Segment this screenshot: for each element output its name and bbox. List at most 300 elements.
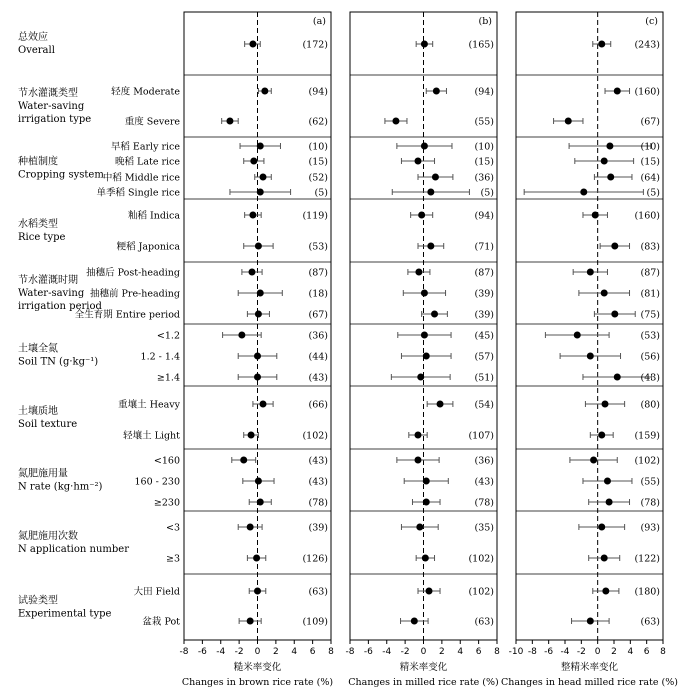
group-5 <box>18 331 660 384</box>
estimate-point <box>421 41 428 48</box>
estimate-c <box>605 87 660 98</box>
panel-letter: (a) <box>312 16 326 27</box>
estimate-a <box>238 289 328 300</box>
x-tick-label: -2 <box>400 647 410 657</box>
group-0 <box>18 30 660 56</box>
estimate-point <box>574 332 581 339</box>
estimate-b <box>401 617 494 628</box>
sample-size-label: (56) <box>640 351 660 363</box>
panel-letter: (b) <box>478 16 492 27</box>
sample-size-label: (39) <box>474 309 494 321</box>
estimate-c <box>593 40 660 51</box>
x-tick-label: -2 <box>576 647 586 657</box>
group-title-en: Cropping system <box>18 169 104 181</box>
x-axis-label-zh: 精米率变化 <box>399 662 448 673</box>
estimate-a <box>223 331 328 342</box>
sample-size-label: (44) <box>308 351 328 363</box>
estimate-c <box>554 117 660 128</box>
estimate-point <box>601 555 608 562</box>
sample-size-label: (67) <box>308 309 328 321</box>
estimate-point <box>254 588 261 595</box>
estimate-point <box>423 478 430 485</box>
row-label: 重度 Severe <box>124 116 180 128</box>
estimate-a <box>253 400 328 411</box>
estimate-point <box>426 588 433 595</box>
estimate-a <box>247 310 328 321</box>
estimate-c <box>594 173 660 184</box>
row-label: 160 - 230 <box>134 476 180 488</box>
estimate-a <box>244 157 328 168</box>
sample-size-label: (53) <box>308 241 328 253</box>
sample-size-label: (87) <box>308 267 328 279</box>
estimate-point <box>257 189 264 196</box>
group-title-zh: 总效应 <box>18 32 48 43</box>
estimate-point <box>432 174 439 181</box>
estimate-c <box>545 331 660 342</box>
estimate-b <box>392 188 494 199</box>
row-label: 单季稻 Single rice <box>96 187 180 199</box>
x-tick-label: 2 <box>439 647 445 657</box>
estimate-b <box>401 157 494 168</box>
sample-size-label: (10) <box>640 141 660 153</box>
row-label: 轻度 Moderate <box>111 86 180 98</box>
x-tick-label: 2 <box>611 647 617 657</box>
group-title-en: Rice type <box>18 232 66 243</box>
x-tick-label: 6 <box>643 647 650 657</box>
estimate-point <box>418 212 425 219</box>
estimate-c <box>593 587 660 598</box>
x-tick-label: 4 <box>291 647 298 657</box>
sample-size-label: (10) <box>474 141 494 153</box>
estimate-point <box>433 88 440 95</box>
estimate-point <box>255 311 262 318</box>
estimate-a <box>258 87 328 98</box>
row-label: 中稻 Middle rice <box>102 172 180 184</box>
x-tick-label: -8 <box>527 647 537 657</box>
estimate-b <box>408 268 494 279</box>
estimate-a <box>230 188 328 199</box>
estimate-point <box>611 243 618 250</box>
sample-size-label: (55) <box>474 116 494 128</box>
group-title-en: Soil TN (g·kg⁻¹) <box>18 356 99 368</box>
sample-size-label: (126) <box>302 553 328 565</box>
estimate-point <box>423 499 430 506</box>
row-label: ≥3 <box>165 553 180 565</box>
group-title-zh: 氮肥施用量 <box>18 468 68 480</box>
estimate-b <box>391 373 494 384</box>
estimate-point <box>260 401 267 408</box>
estimate-c <box>583 211 660 222</box>
estimate-b <box>398 331 494 342</box>
estimate-point <box>247 524 254 531</box>
row-label: ≥230 <box>153 497 180 509</box>
estimate-c <box>600 242 660 253</box>
estimate-point <box>226 118 233 125</box>
group-title-en: N application number <box>18 544 129 555</box>
estimate-point <box>587 353 594 360</box>
estimate-b <box>418 242 494 253</box>
estimate-point <box>598 524 605 531</box>
estimate-point <box>417 374 424 381</box>
sample-size-label: (5) <box>314 187 328 199</box>
row-label: <160 <box>153 455 180 467</box>
estimate-point <box>614 88 621 95</box>
sample-size-label: (243) <box>634 39 660 51</box>
estimate-point <box>565 118 572 125</box>
sample-size-label: (15) <box>474 156 494 168</box>
x-tick-label: -10 <box>508 647 524 657</box>
x-tick-label: 4 <box>627 647 634 657</box>
sample-size-label: (66) <box>308 399 328 411</box>
estimate-point <box>604 478 611 485</box>
sample-size-label: (39) <box>474 288 494 300</box>
estimate-point <box>416 524 423 531</box>
x-tick-label: -8 <box>179 647 189 657</box>
estimate-b <box>427 400 494 411</box>
estimate-point <box>587 618 594 625</box>
sample-size-label: (78) <box>640 497 660 509</box>
row-label: 早稻 Early rice <box>110 141 180 153</box>
sample-size-label: (43) <box>308 372 328 384</box>
group-2 <box>18 142 660 199</box>
estimate-a <box>239 617 328 628</box>
estimate-a <box>249 498 328 509</box>
x-axis-label-en: Changes in brown rice rate (%) <box>181 677 334 688</box>
row-label: 重壤土 Heavy <box>118 399 180 411</box>
estimate-point <box>580 189 587 196</box>
sample-size-label: (119) <box>302 210 328 222</box>
estimate-a <box>247 554 328 565</box>
estimate-point <box>421 332 428 339</box>
group-1 <box>18 86 660 128</box>
sample-size-label: (45) <box>474 330 494 342</box>
estimate-point <box>249 41 256 48</box>
estimate-point <box>240 457 247 464</box>
sample-size-label: (51) <box>474 372 494 384</box>
estimate-point <box>421 290 428 297</box>
estimate-a <box>232 456 328 467</box>
row-label: 粳稻 Japonica <box>116 241 180 253</box>
estimate-a <box>249 587 328 598</box>
sample-size-label: (102) <box>634 455 660 467</box>
estimate-point <box>422 555 429 562</box>
group-title-zh: 氮肥施用次数 <box>18 531 78 542</box>
sample-size-label: (172) <box>302 39 328 51</box>
estimate-point <box>587 269 594 276</box>
row-label: 籼稻 Indica <box>128 210 180 222</box>
sample-size-label: (63) <box>308 586 328 598</box>
sample-size-label: (18) <box>308 288 328 300</box>
sample-size-label: (5) <box>480 187 494 199</box>
sample-size-label: (102) <box>468 586 494 598</box>
estimate-point <box>427 189 434 196</box>
sample-size-label: (159) <box>634 430 660 442</box>
sample-size-label: (160) <box>634 210 660 222</box>
group-6 <box>18 399 660 442</box>
estimate-point <box>606 499 613 506</box>
x-tick-label: -6 <box>544 647 554 657</box>
estimate-a <box>243 477 328 488</box>
estimate-a <box>238 352 328 363</box>
estimate-point <box>255 478 262 485</box>
sample-size-label: (43) <box>308 476 328 488</box>
sample-size-label: (71) <box>474 241 494 253</box>
estimate-a <box>242 268 328 279</box>
x-axis-label-en: Changes in head milled rice rate (%) <box>501 677 678 688</box>
estimate-c <box>579 289 660 300</box>
sample-size-label: (10) <box>308 141 328 153</box>
estimate-c <box>573 268 660 279</box>
x-tick-label: 8 <box>328 647 334 657</box>
estimate-point <box>238 332 245 339</box>
sample-size-label: (80) <box>640 399 660 411</box>
sample-size-label: (122) <box>634 553 660 565</box>
sample-size-label: (54) <box>474 399 494 411</box>
sample-size-label: (102) <box>302 430 328 442</box>
estimate-b <box>409 431 494 442</box>
x-tick-label: 6 <box>309 647 316 657</box>
row-label: 1.2 - 1.4 <box>140 351 180 363</box>
row-label: <3 <box>165 522 180 534</box>
group-title-zh: 土壤质地 <box>18 406 58 417</box>
estimate-c <box>575 157 660 168</box>
estimate-point <box>601 158 608 165</box>
estimate-point <box>592 212 599 219</box>
row-label: 全生育期 Entire period <box>74 309 180 321</box>
estimate-c <box>594 310 660 321</box>
group-title-zh: 土壤全氮 <box>18 343 58 355</box>
sample-size-label: (81) <box>640 288 660 300</box>
estimate-point <box>253 555 260 562</box>
estimate-point <box>590 457 597 464</box>
sample-size-label: (94) <box>308 86 328 98</box>
estimate-b <box>416 40 494 51</box>
sample-size-label: (5) <box>646 187 660 199</box>
estimate-point <box>255 243 262 250</box>
x-tick-label: -6 <box>363 647 373 657</box>
sample-size-label: (36) <box>474 455 494 467</box>
row-label: 晚稻 Late rice <box>115 156 180 168</box>
group-8 <box>18 523 660 565</box>
sample-size-label: (78) <box>308 497 328 509</box>
sample-size-label: (75) <box>640 309 660 321</box>
estimate-point <box>254 374 261 381</box>
row-label: 大田 Field <box>133 586 180 598</box>
sample-size-label: (39) <box>308 522 328 534</box>
estimate-b <box>422 310 494 321</box>
group-title-en: Water-saving <box>18 101 85 112</box>
estimate-c <box>560 352 660 363</box>
group-title-en: Soil texture <box>18 419 78 430</box>
sample-size-label: (165) <box>468 39 494 51</box>
group-7 <box>18 456 660 509</box>
estimate-point <box>607 174 614 181</box>
estimate-b <box>401 352 494 363</box>
estimate-point <box>248 269 255 276</box>
row-label: 轻壤土 Light <box>123 430 180 442</box>
estimate-b <box>418 587 494 598</box>
estimate-point <box>249 212 256 219</box>
estimate-point <box>414 432 421 439</box>
estimate-a <box>244 431 328 442</box>
estimate-b <box>403 289 494 300</box>
row-label: 盆栽 Pot <box>142 616 180 628</box>
estimate-a <box>238 373 328 384</box>
sample-size-label: (62) <box>308 116 328 128</box>
estimate-point <box>427 243 434 250</box>
estimate-c <box>569 142 660 153</box>
sample-size-label: (43) <box>308 455 328 467</box>
estimate-point <box>602 401 609 408</box>
group-9 <box>18 586 660 628</box>
estimate-point <box>414 457 421 464</box>
x-tick-label: 2 <box>273 647 279 657</box>
estimate-point <box>247 618 254 625</box>
sample-size-label: (102) <box>468 553 494 565</box>
sample-size-label: (36) <box>308 330 328 342</box>
panel-frame <box>516 12 663 640</box>
estimate-b <box>426 87 494 98</box>
estimate-point <box>601 290 608 297</box>
sample-size-label: (43) <box>474 476 494 488</box>
estimate-a <box>255 173 328 184</box>
estimate-point <box>611 311 618 318</box>
estimate-c <box>583 477 660 488</box>
x-tick-label: 8 <box>660 647 666 657</box>
sample-size-label: (83) <box>640 241 660 253</box>
estimate-point <box>257 499 264 506</box>
sample-size-label: (107) <box>468 430 494 442</box>
group-title-zh: 种植制度 <box>18 156 58 168</box>
estimate-b <box>418 173 494 184</box>
group-title-en: irrigation period <box>18 301 102 312</box>
estimate-b <box>397 142 494 153</box>
group-title-en: Experimental type <box>18 608 112 620</box>
estimate-point <box>431 311 438 318</box>
x-tick-label: -2 <box>234 647 244 657</box>
sample-size-label: (52) <box>308 172 328 184</box>
estimate-point <box>250 158 257 165</box>
estimate-point <box>257 143 264 150</box>
x-tick-label: 8 <box>494 647 500 657</box>
estimate-point <box>254 353 261 360</box>
x-tick-label: -4 <box>560 647 570 657</box>
x-tick-label: 0 <box>594 647 601 657</box>
estimate-c <box>570 456 660 467</box>
sample-size-label: (67) <box>640 116 660 128</box>
estimate-point <box>261 88 268 95</box>
row-label: 抽穗前 Pre-heading <box>89 288 180 300</box>
estimate-point <box>260 174 267 181</box>
sample-size-label: (15) <box>308 156 328 168</box>
estimate-point <box>437 401 444 408</box>
sample-size-label: (63) <box>474 616 494 628</box>
sample-size-label: (78) <box>474 497 494 509</box>
sample-size-label: (43) <box>640 372 660 384</box>
group-title-zh: 节水灌溉类型 <box>18 88 78 99</box>
estimate-b <box>411 211 494 222</box>
estimate-point <box>411 618 418 625</box>
estimate-a <box>238 523 328 534</box>
x-tick-label: -8 <box>345 647 355 657</box>
estimate-point <box>392 118 399 125</box>
estimate-c <box>585 400 660 411</box>
estimate-a <box>240 142 328 153</box>
row-label: ≥1.4 <box>156 372 180 384</box>
sample-size-label: (55) <box>640 476 660 488</box>
estimate-b <box>412 498 494 509</box>
x-tick-label: 4 <box>457 647 464 657</box>
sample-size-label: (94) <box>474 86 494 98</box>
estimate-a <box>222 117 328 128</box>
estimate-b <box>416 554 494 565</box>
estimate-point <box>423 353 430 360</box>
sample-size-label: (93) <box>640 522 660 534</box>
sample-size-label: (64) <box>640 172 660 184</box>
estimate-c <box>572 617 660 628</box>
sample-size-label: (94) <box>474 210 494 222</box>
sample-size-label: (63) <box>640 616 660 628</box>
estimate-b <box>401 523 494 534</box>
row-label: 抽穗后 Post-heading <box>86 267 180 279</box>
estimate-point <box>598 432 605 439</box>
row-label: <1.2 <box>156 330 180 342</box>
estimate-point <box>598 41 605 48</box>
sample-size-label: (35) <box>474 522 494 534</box>
group-title-en: irrigation type <box>18 114 92 125</box>
estimate-point <box>248 432 255 439</box>
estimate-point <box>602 588 609 595</box>
estimate-c <box>524 188 660 199</box>
estimate-c <box>590 431 660 442</box>
estimate-point <box>606 143 613 150</box>
sample-size-label: (160) <box>634 86 660 98</box>
sample-size-label: (57) <box>474 351 494 363</box>
sample-size-label: (53) <box>640 330 660 342</box>
estimate-point <box>614 374 621 381</box>
estimate-point <box>414 158 421 165</box>
sample-size-label: (180) <box>634 586 660 598</box>
group-title-zh: 试验类型 <box>18 595 58 607</box>
estimate-point <box>257 290 264 297</box>
group-title-en: Overall <box>18 45 55 56</box>
estimate-b <box>404 477 494 488</box>
group-title-en: Water-saving <box>18 288 85 299</box>
x-tick-label: -4 <box>382 647 392 657</box>
group-3 <box>18 210 660 253</box>
sample-size-label: (87) <box>474 267 494 279</box>
sample-size-label: (87) <box>640 267 660 279</box>
group-title-zh: 水稻类型 <box>18 219 58 230</box>
estimate-a <box>244 242 328 253</box>
x-axis-label-zh: 整精米率变化 <box>560 662 619 673</box>
estimate-c <box>589 498 660 509</box>
x-tick-label: 0 <box>254 647 261 657</box>
x-tick-label: -6 <box>197 647 207 657</box>
panel-letter: (c) <box>645 16 658 27</box>
estimate-point <box>415 269 422 276</box>
estimate-point <box>421 143 428 150</box>
group-4 <box>18 267 660 321</box>
x-axis-label-zh: 糙米率变化 <box>233 662 282 673</box>
group-title-zh: 节水灌溉时期 <box>18 275 78 286</box>
group-title-en: N rate (kg·hm⁻²) <box>18 481 103 493</box>
sample-size-label: (36) <box>474 172 494 184</box>
sample-size-label: (15) <box>640 156 660 168</box>
x-axis-label-en: Changes in milled rice rate (%) <box>348 677 499 688</box>
estimate-c <box>583 373 660 384</box>
x-tick-label: 0 <box>420 647 427 657</box>
